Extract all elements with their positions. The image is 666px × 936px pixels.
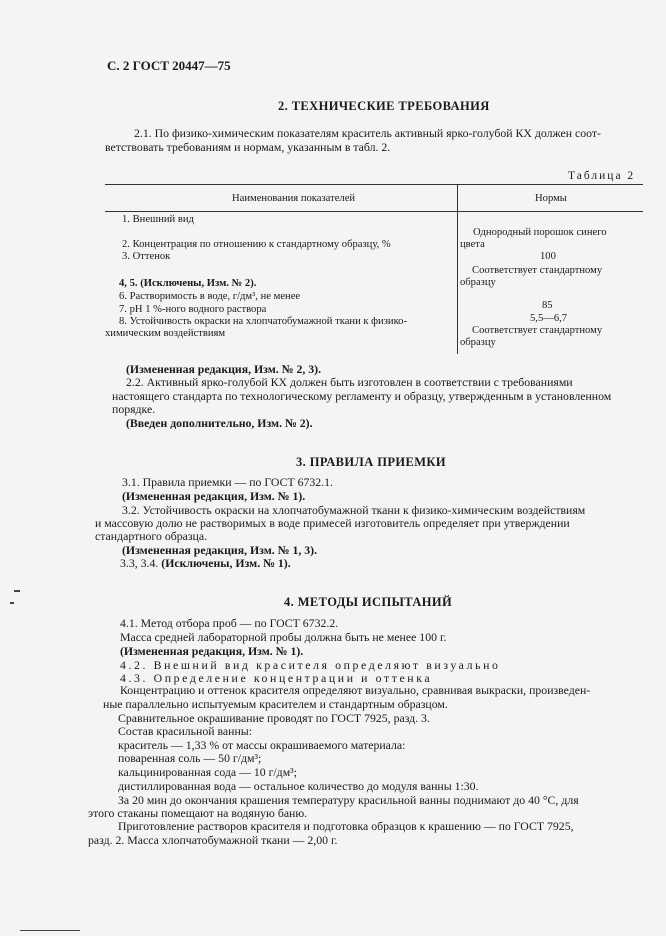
para-4-3-temp-line1: За 20 мин до окончания крашения температуру красильной ванны поднимают до 40 °С, для — [118, 793, 579, 807]
para-4-3-line1: Концентрацию и оттенок красителя определяют визуально, сравнивая выкраски, произведен- — [120, 683, 591, 697]
norm-8-line2: образцу — [460, 337, 496, 348]
norm-6: 85 — [542, 300, 553, 311]
para-3-3-4 — [120, 557, 291, 570]
table-row-1: 1. Внешний вид — [122, 214, 194, 225]
table-label: Таблица 2 — [568, 170, 636, 182]
para-3-1: 3.1. Правила приемки — по ГОСТ 6732.1. — [122, 475, 333, 489]
note-2-revision: (Измененная редакция, Изм. № 2, 3). — [126, 362, 322, 376]
para-2-2-line1: 2.2. Активный ярко-голубой КХ должен быть изготовлен в соответствии с требованиями — [126, 375, 573, 389]
table-col-norms: Нормы — [535, 193, 567, 204]
bath-dye: краситель — 1,33 % от массы окрашиваемого материала: — [118, 738, 406, 752]
para-4-3-temp-line2: этого стаканы помещают на водяную баню. — [88, 806, 308, 820]
norm-3-line2: образцу — [460, 277, 496, 288]
para-4-1-mass: Масса средней лабораторной пробы должна быть не менее 100 г. — [120, 630, 447, 644]
note-4-1: (Измененная редакция, Изм. № 1). — [120, 644, 304, 658]
para-2-2-line2: настоящего стандарта по технологическому регламенту и образцу, утвержденным в установленном — [112, 389, 612, 403]
para-4-3-prep-line1: Приготовление растворов красителя и подготовка образцов к крашению — по ГОСТ 7925, — [118, 819, 574, 833]
para-4-3-title: 4.3. Определение концентрации и оттенка — [120, 671, 433, 685]
table-row-2: 2. Концентрация по отношению к стандартному образцу, % — [122, 239, 391, 250]
bath-soda: кальцинированная сода — 10 г/дм³; — [118, 765, 297, 779]
note-3-1: (Измененная редакция, Изм. № 1). — [122, 489, 306, 503]
table-row-8-line1: 8. Устойчивость окраски на хлопчатобумажной ткани к физико- — [119, 316, 408, 327]
para-3-3-4-number: 3.3, 3.4. — [120, 556, 159, 570]
para-4-2: 4.2. Внешний вид красителя определяют визуально — [120, 658, 501, 672]
note-2-added: (Введен дополнительно, Изм. № 2). — [126, 416, 313, 430]
para-3-3-4-excluded: (Исключены, Изм. № 1). — [161, 556, 291, 570]
table-row-7: 7. pH 1 %-ного водного раствора — [119, 304, 267, 315]
scan-speck — [10, 602, 14, 604]
para-4-1: 4.1. Метод отбора проб — по ГОСТ 6732.2. — [120, 616, 339, 630]
norm-8-line1: Соответствует стандартному — [472, 325, 603, 336]
norm-1-line2: цвета — [460, 239, 485, 250]
section-3-title: 3. ПРАВИЛА ПРИЕМКИ — [296, 455, 447, 469]
norm-7: 5,5—6,7 — [530, 313, 568, 324]
table-column-divider — [457, 184, 458, 354]
bath-salt: поваренная соль — 50 г/дм³; — [118, 751, 262, 765]
bath-water: дистиллированная вода — остальное количество до модуля ванны 1:30. — [118, 779, 479, 793]
para-3-2-line3: стандартного образца. — [95, 529, 208, 543]
para-4-3-prep-line2: разд. 2. Масса хлопчатобумажной ткани — 2,00 г. — [88, 833, 338, 847]
table-header-rule — [105, 211, 643, 212]
para-3-2-line2: и массовую долю не растворимых в воде примесей изготовитель определяет при утверждении — [95, 516, 570, 530]
section-2-title: 2. ТЕХНИЧЕСКИЕ ТРЕБОВАНИЯ — [278, 99, 490, 113]
table-row-4-5: 4, 5. (Исключены, Изм. № 2). — [119, 278, 257, 289]
norm-2: 100 — [540, 251, 556, 262]
para-4-3-line2: ные параллельно испытуемым красителем и стандартным образцом. — [103, 697, 448, 711]
para-3-2-line1: 3.2. Устойчивость окраски на хлопчатобумажной ткани к физико-химическим воздействиям — [122, 503, 586, 517]
norm-1-line1: Однородный порошок синего — [473, 227, 607, 238]
para-2-2-line3: порядке. — [112, 402, 156, 416]
para-4-3-bath: Состав красильной ванны: — [118, 724, 252, 738]
table-row-8-line2: химическим воздействиям — [105, 328, 226, 339]
note-3-2: (Измененная редакция, Изм. № 1, 3). — [122, 543, 318, 557]
para-2-1-line1: 2.1. По физико-химическим показателям краситель активный ярко-голубой КХ должен соот- — [134, 126, 601, 140]
table-top-rule — [105, 184, 643, 185]
page-header: С. 2 ГОСТ 20447—75 — [107, 58, 231, 73]
scan-speck — [20, 930, 80, 931]
scan-speck — [14, 590, 20, 592]
table-row-3: 3. Оттенок — [122, 251, 171, 262]
table-col-indicators: Наименования показателей — [232, 193, 356, 204]
para-4-3-comparative: Сравнительное окрашивание проводят по ГОСТ 7925, разд. 3. — [118, 711, 430, 725]
norm-3-line1: Соответствует стандартному — [472, 265, 603, 276]
section-4-title: 4. МЕТОДЫ ИСПЫТАНИЙ — [284, 595, 453, 609]
para-2-1-line2: ветствовать требованиям и нормам, указанным в табл. 2. — [105, 140, 391, 154]
table-row-6: 6. Растворимость в воде, г/дм³, не менее — [119, 291, 301, 302]
